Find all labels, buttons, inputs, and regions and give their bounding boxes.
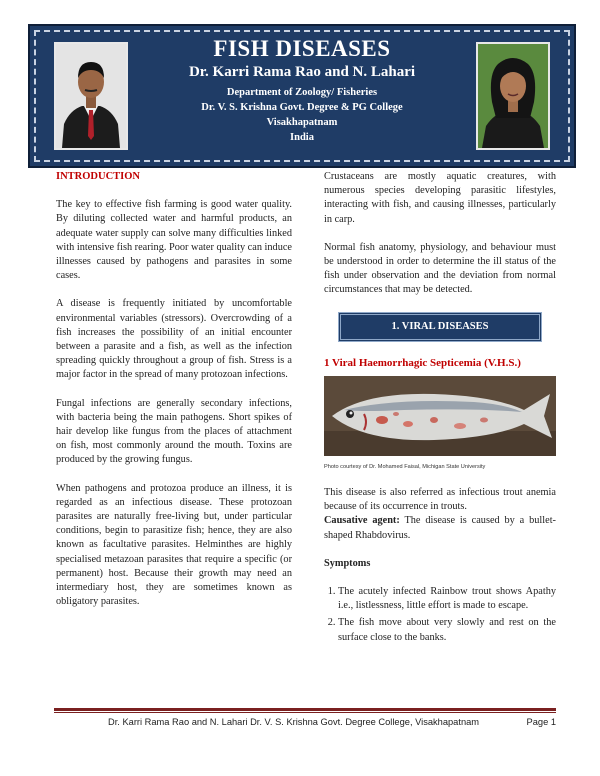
symptoms-list	[324, 585, 556, 645]
crustaceans-paragraph: Crustaceans are mostly aquatic creatures, with numerous species developing parasitic lifestyles, interacting with fish, and causing illnesses, particularly in carp.	[324, 171, 556, 225]
photo-credit: Photo courtesy of Dr. Mohamed Faisal, Michigan State University	[324, 463, 486, 470]
city: Visakhapatnam	[266, 117, 338, 128]
symptom-item: 1. The acutely infected Rainbow trout shows Apathy i.e., listlessness, little effort is made to escape.	[338, 585, 556, 613]
author-photo-female	[476, 42, 550, 150]
right-column	[324, 170, 556, 648]
viral-diseases-section-title: 1. VIRAL DISEASES	[338, 312, 542, 342]
footer-rule	[54, 708, 556, 711]
symptoms-heading: Symptoms	[324, 557, 371, 569]
introduction-heading: INTRODUCTION	[56, 171, 141, 182]
fish-photo	[324, 376, 556, 456]
college: Dr. V. S. Krishna Govt. Degree & PG College	[201, 102, 403, 113]
causative-agent	[324, 514, 556, 542]
causative-agent-label: Causative agent:	[324, 515, 400, 527]
author-photo-male	[54, 42, 128, 150]
header-banner	[28, 24, 576, 168]
intro-paragraph-2: A disease is frequently initiated by uncomfortable environmental variables (stressors). Overcrowding of a fish increases the possibility of an initial encounter between a parasite and a fish, as well as the infection spreading quickly throughout a group of fish. Stress is a major factor in the spread of many protozoan infections.	[56, 298, 292, 381]
anatomy-paragraph: Normal fish anatomy, physiology, and behaviour must be understood in order to determine the ill status of the fish under observation and the deviation from normal circumstances that may be detected.	[324, 241, 556, 296]
vhs-subheading: 1 Viral Haemorrhagic Septicemia (V.H.S.)	[324, 356, 521, 369]
footer-rule-thin	[54, 712, 556, 713]
banner-text	[140, 32, 464, 145]
document-title: FISH DISEASES	[213, 36, 391, 61]
department: Department of Zoology/ Fisheries	[226, 87, 378, 98]
intro-paragraph-3: Fungal infections are generally secondary infections, with bacteria being the main pathogens. Short spikes of hair develop like fungus from the places of attachment on fish, most commonly around the mouth. Toxins are produced by the growing fungus.	[56, 397, 292, 466]
symptom-item: 2. The fish move about very slowly and rest on the surface close to the banks.	[338, 616, 556, 644]
intro-paragraph-1: The key to effective fish farming is good water quality. By diluting collected water and harmful products, an adequate water supply can solve many difficulties linked with intensive fish rearing. Poor water quality can induce illnesses caused by pathogens and parasites in some cases.	[56, 199, 292, 282]
vhs-description: This disease is also referred as infectious trout anemia because of its occurrence in trouts.	[324, 487, 556, 513]
left-column	[56, 170, 292, 623]
footer-text: Dr. Karri Rama Rao and N. Lahari Dr. V. S. Krishna Govt. Degree College, Visakhapatnam	[108, 717, 480, 727]
page-number: Page 1	[526, 717, 556, 727]
intro-paragraph-4: When pathogens and protozoa produce an illness, it is regarded as an infectious disease. These protozoan parasites are naturally free-living but, under particular conditions, begin to parasitize fish; hence, they are also known as facultative parasites. Helminthes are highly specialised metazoan parasites that require a specific (or permanent) host. Because their growth may need an intermediary host, they are sometimes known as obligatory parasites.	[56, 482, 292, 608]
causative-agent-text: The disease is caused by a bullet-shaped Rhabdovirus.	[324, 515, 556, 541]
country: India	[290, 132, 314, 143]
authors: Dr. Karri Rama Rao and N. Lahari	[188, 64, 416, 80]
